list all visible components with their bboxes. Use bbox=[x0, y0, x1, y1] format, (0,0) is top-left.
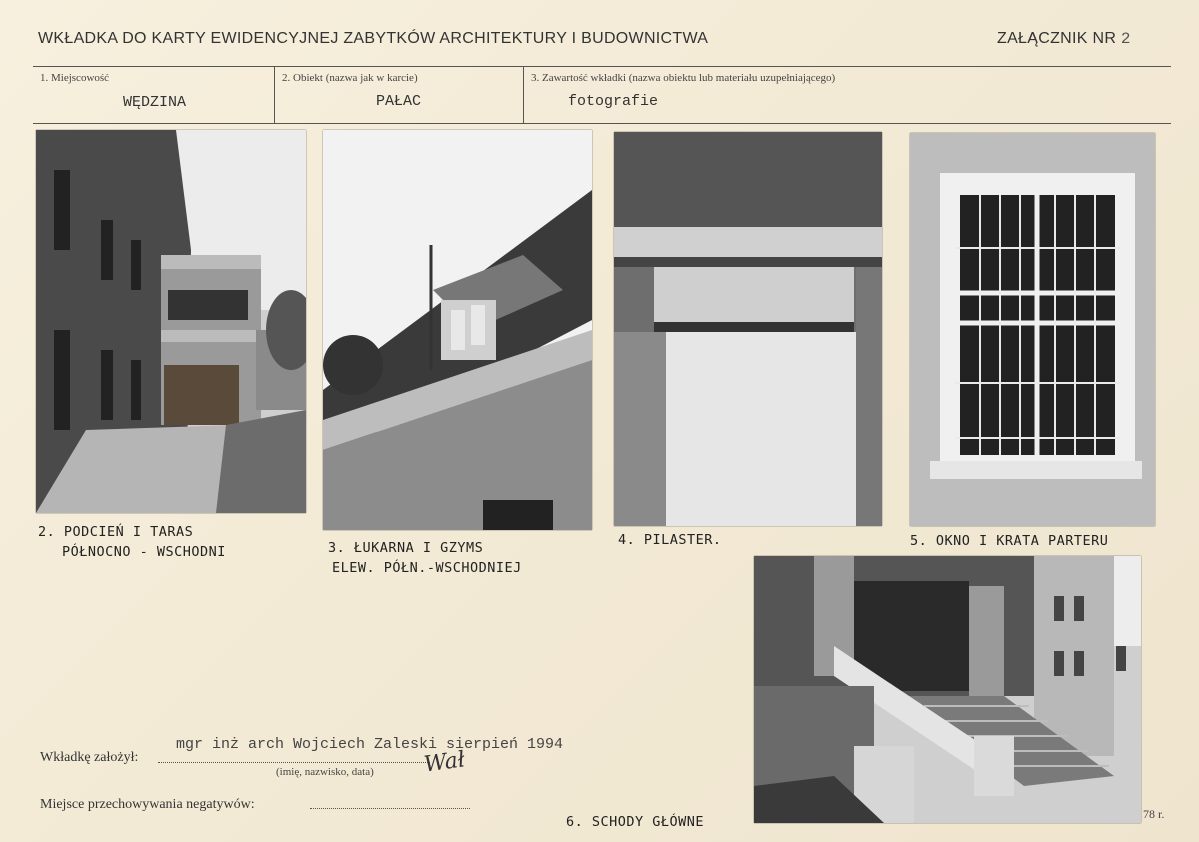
photo-main-stairs bbox=[754, 556, 1141, 823]
attachment-number: 2 bbox=[1120, 30, 1131, 48]
created-by-line bbox=[158, 762, 430, 763]
card-title: WKŁADKA DO KARTY EWIDENCYJNEJ ZABYTKÓW ARCHITEKTURY I BUDOWNICTWA bbox=[38, 30, 709, 47]
photo-pilaster bbox=[614, 132, 882, 526]
caption-photo-4: 4. PILASTER. bbox=[618, 532, 722, 548]
fields-rule bbox=[33, 123, 1171, 124]
object-label: 2. Obiekt (nazwa jak w karcie) bbox=[282, 72, 418, 84]
field-divider-1 bbox=[274, 66, 275, 123]
created-by-hint: (imię, nazwisko, data) bbox=[276, 766, 374, 778]
caption-photo-2-line2: PÓŁNOCNO - WSCHODNI bbox=[62, 544, 226, 560]
place-value: WĘDZINA bbox=[123, 94, 187, 111]
year-suffix: 78 r. bbox=[1143, 807, 1165, 821]
signature: Wał bbox=[422, 747, 467, 778]
photo-window-grille bbox=[910, 133, 1155, 526]
caption-photo-2 bbox=[38, 522, 226, 562]
attachment-label bbox=[997, 30, 1131, 48]
content-label: 3. Zawartość wkładki (nazwa obiektu lub materiału uzupełniającego) bbox=[531, 72, 836, 84]
caption-photo-2-line1: 2. PODCIEŃ I TARAS bbox=[38, 524, 194, 540]
caption-photo-6: 6. SCHODY GŁÓWNE bbox=[566, 814, 705, 830]
photo-dormer-cornice bbox=[323, 130, 592, 530]
storage-line bbox=[310, 808, 470, 809]
object-value: PAŁAC bbox=[376, 93, 422, 110]
field-divider-2 bbox=[523, 66, 524, 123]
storage-label: Miejsce przechowywania negatywów: bbox=[40, 797, 255, 812]
content-value: fotografie bbox=[568, 93, 659, 110]
created-by-label: Wkładkę założył: bbox=[40, 750, 139, 765]
header-rule bbox=[33, 66, 1171, 67]
caption-photo-3-line1: 3. ŁUKARNA I GZYMS bbox=[328, 540, 484, 556]
attachment-label-text: ZAŁĄCZNIK NR bbox=[997, 30, 1117, 47]
caption-photo-3-line2: ELEW. PÓŁN.-WSCHODNIEJ bbox=[332, 560, 522, 576]
caption-photo-5: 5. OKNO I KRATA PARTERU bbox=[910, 533, 1109, 549]
photo-arcade-terrace bbox=[36, 130, 306, 513]
place-label: 1. Miejscowość bbox=[40, 72, 110, 84]
caption-photo-3 bbox=[328, 538, 522, 578]
created-by-value: mgr inż arch Wojciech Zaleski sierpień 1994 bbox=[176, 736, 564, 753]
